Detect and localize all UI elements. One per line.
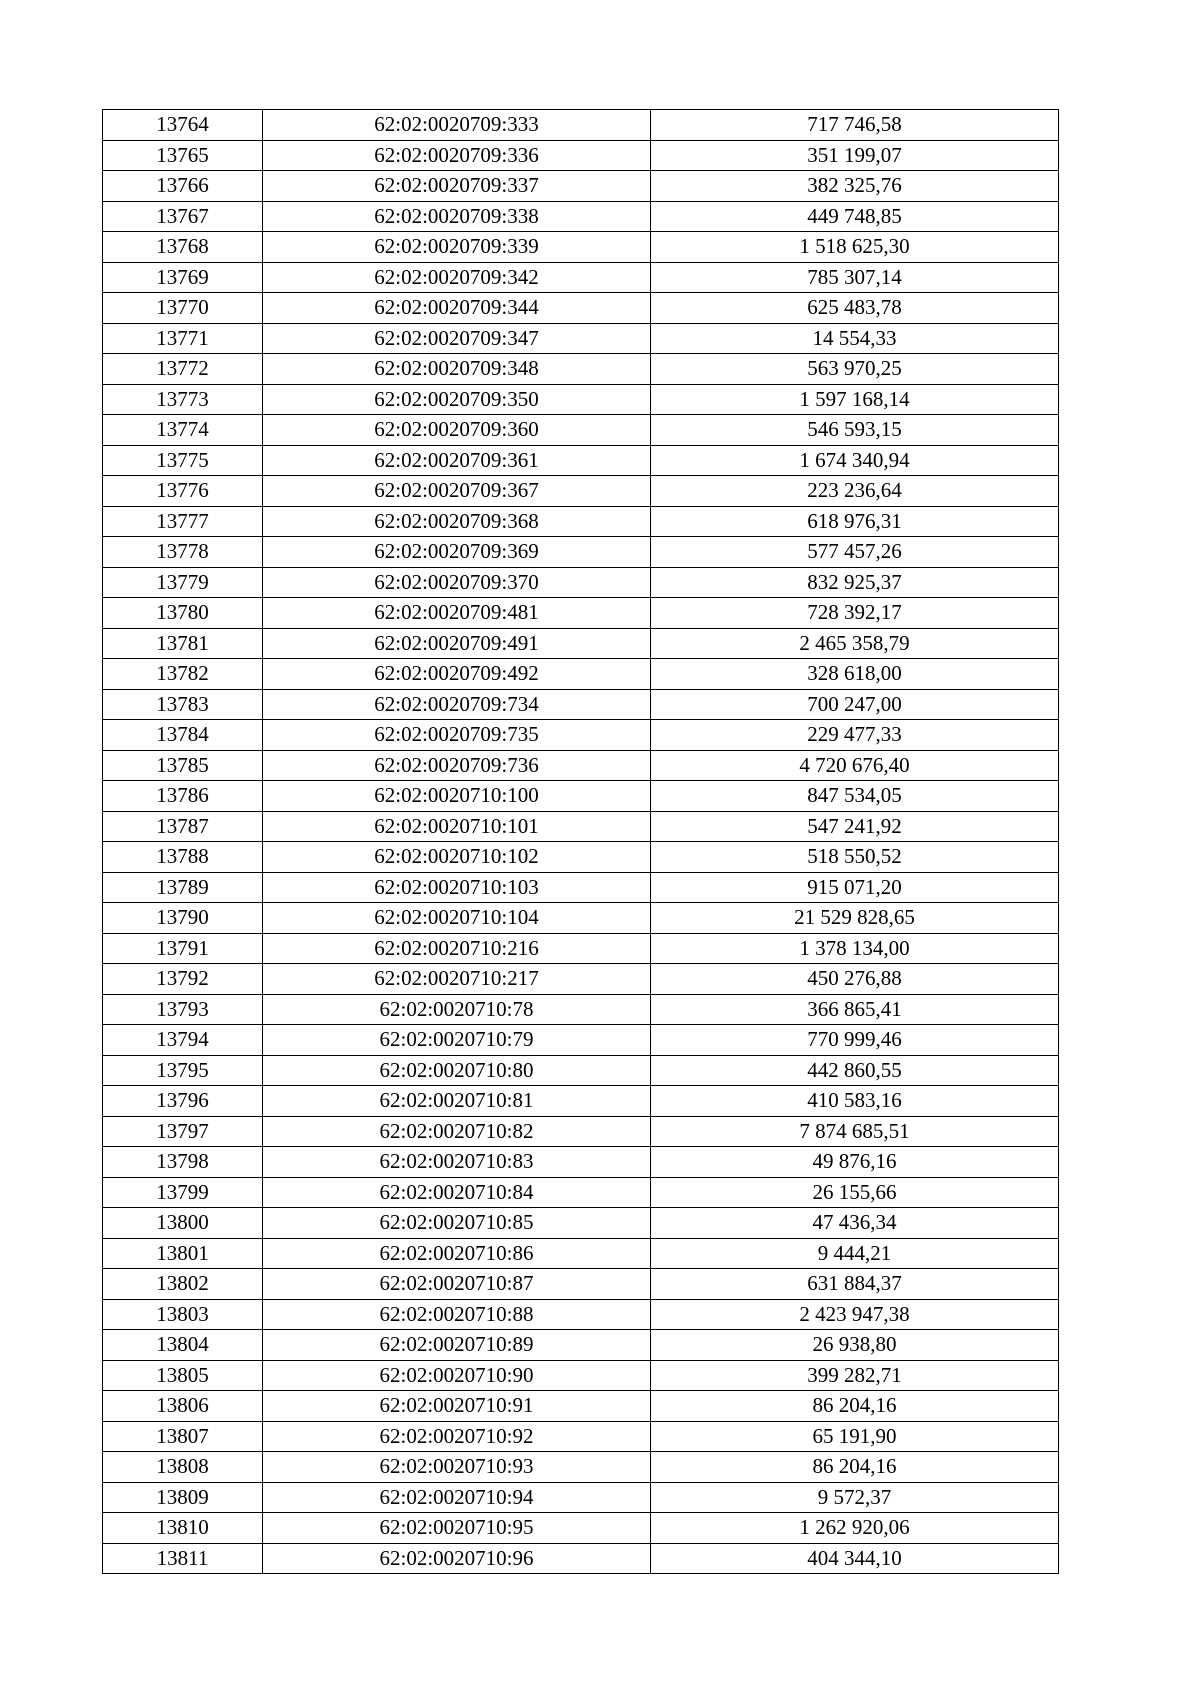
cadastral-number-cell: 62:02:0020710:90 [263, 1360, 651, 1391]
table-row [103, 1513, 1059, 1544]
value-cell: 47 436,34 [651, 1208, 1059, 1239]
row-number-cell: 13781 [103, 628, 263, 659]
table-row [103, 445, 1059, 476]
row-number-cell: 13767 [103, 201, 263, 232]
cadastral-number-cell: 62:02:0020710:101 [263, 811, 651, 842]
cadastral-number-cell: 62:02:0020710:88 [263, 1299, 651, 1330]
row-number-cell: 13811 [103, 1543, 263, 1574]
row-number-cell: 13771 [103, 323, 263, 354]
table-row [103, 781, 1059, 812]
table-row [103, 933, 1059, 964]
cadastral-number-cell: 62:02:0020709:344 [263, 293, 651, 324]
table-row [103, 1391, 1059, 1422]
value-cell: 631 884,37 [651, 1269, 1059, 1300]
value-cell: 915 071,20 [651, 872, 1059, 903]
row-number-cell: 13789 [103, 872, 263, 903]
cadastral-number-cell: 62:02:0020709:370 [263, 567, 651, 598]
row-number-cell: 13798 [103, 1147, 263, 1178]
cadastral-number-cell: 62:02:0020710:89 [263, 1330, 651, 1361]
table-row [103, 232, 1059, 263]
cadastral-number-cell: 62:02:0020709:360 [263, 415, 651, 446]
table-row [103, 1147, 1059, 1178]
table-row [103, 720, 1059, 751]
value-cell: 14 554,33 [651, 323, 1059, 354]
cadastral-number-cell: 62:02:0020710:82 [263, 1116, 651, 1147]
table-row [103, 171, 1059, 202]
cadastral-number-cell: 62:02:0020710:78 [263, 994, 651, 1025]
cadastral-number-cell: 62:02:0020709:337 [263, 171, 651, 202]
cadastral-number-cell: 62:02:0020710:86 [263, 1238, 651, 1269]
table-row [103, 1330, 1059, 1361]
value-cell: 1 674 340,94 [651, 445, 1059, 476]
table-row [103, 384, 1059, 415]
cadastral-number-cell: 62:02:0020710:104 [263, 903, 651, 934]
value-cell: 832 925,37 [651, 567, 1059, 598]
row-number-cell: 13806 [103, 1391, 263, 1422]
cadastral-number-cell: 62:02:0020710:79 [263, 1025, 651, 1056]
row-number-cell: 13783 [103, 689, 263, 720]
table-row [103, 1177, 1059, 1208]
value-cell: 9 444,21 [651, 1238, 1059, 1269]
table-row [103, 140, 1059, 171]
value-cell: 546 593,15 [651, 415, 1059, 446]
cadastral-number-cell: 62:02:0020710:96 [263, 1543, 651, 1574]
value-cell: 2 465 358,79 [651, 628, 1059, 659]
row-number-cell: 13772 [103, 354, 263, 385]
cadastral-number-cell: 62:02:0020709:338 [263, 201, 651, 232]
cadastral-number-cell: 62:02:0020709:369 [263, 537, 651, 568]
cadastral-number-cell: 62:02:0020710:91 [263, 1391, 651, 1422]
table-row [103, 903, 1059, 934]
cadastral-number-cell: 62:02:0020710:85 [263, 1208, 651, 1239]
row-number-cell: 13782 [103, 659, 263, 690]
row-number-cell: 13787 [103, 811, 263, 842]
cadastral-number-cell: 62:02:0020709:736 [263, 750, 651, 781]
row-number-cell: 13775 [103, 445, 263, 476]
value-cell: 700 247,00 [651, 689, 1059, 720]
value-cell: 518 550,52 [651, 842, 1059, 873]
cadastral-number-cell: 62:02:0020709:361 [263, 445, 651, 476]
value-cell: 229 477,33 [651, 720, 1059, 751]
row-number-cell: 13785 [103, 750, 263, 781]
cadastral-number-cell: 62:02:0020709:336 [263, 140, 651, 171]
cadastral-number-cell: 62:02:0020710:92 [263, 1421, 651, 1452]
cadastral-number-cell: 62:02:0020709:492 [263, 659, 651, 690]
cadastral-number-cell: 62:02:0020709:735 [263, 720, 651, 751]
table-row [103, 1543, 1059, 1574]
cadastral-number-cell: 62:02:0020710:81 [263, 1086, 651, 1117]
value-cell: 26 155,66 [651, 1177, 1059, 1208]
value-cell: 328 618,00 [651, 659, 1059, 690]
table-row [103, 415, 1059, 446]
cadastral-number-cell: 62:02:0020709:367 [263, 476, 651, 507]
table-row [103, 567, 1059, 598]
value-cell: 770 999,46 [651, 1025, 1059, 1056]
row-number-cell: 13796 [103, 1086, 263, 1117]
cadastral-number-cell: 62:02:0020709:347 [263, 323, 651, 354]
row-number-cell: 13804 [103, 1330, 263, 1361]
cadastral-number-cell: 62:02:0020710:102 [263, 842, 651, 873]
row-number-cell: 13803 [103, 1299, 263, 1330]
cadastral-number-cell: 62:02:0020709:333 [263, 110, 651, 141]
row-number-cell: 13807 [103, 1421, 263, 1452]
row-number-cell: 13790 [103, 903, 263, 934]
table-row [103, 1238, 1059, 1269]
value-cell: 442 860,55 [651, 1055, 1059, 1086]
table-row [103, 964, 1059, 995]
value-cell: 21 529 828,65 [651, 903, 1059, 934]
cadastral-number-cell: 62:02:0020709:368 [263, 506, 651, 537]
cadastral-number-cell: 62:02:0020709:481 [263, 598, 651, 629]
table-row [103, 842, 1059, 873]
value-cell: 410 583,16 [651, 1086, 1059, 1117]
row-number-cell: 13788 [103, 842, 263, 873]
cadastral-number-cell: 62:02:0020709:491 [263, 628, 651, 659]
value-cell: 86 204,16 [651, 1391, 1059, 1422]
value-cell: 4 720 676,40 [651, 750, 1059, 781]
value-cell: 382 325,76 [651, 171, 1059, 202]
value-cell: 450 276,88 [651, 964, 1059, 995]
cadastral-number-cell: 62:02:0020710:83 [263, 1147, 651, 1178]
table-row [103, 1421, 1059, 1452]
table-row [103, 628, 1059, 659]
row-number-cell: 13791 [103, 933, 263, 964]
row-number-cell: 13773 [103, 384, 263, 415]
row-number-cell: 13810 [103, 1513, 263, 1544]
table-row [103, 1208, 1059, 1239]
table-row [103, 598, 1059, 629]
row-number-cell: 13769 [103, 262, 263, 293]
table-row [103, 354, 1059, 385]
value-cell: 404 344,10 [651, 1543, 1059, 1574]
value-cell: 26 938,80 [651, 1330, 1059, 1361]
value-cell: 366 865,41 [651, 994, 1059, 1025]
row-number-cell: 13766 [103, 171, 263, 202]
table-row [103, 537, 1059, 568]
value-cell: 717 746,58 [651, 110, 1059, 141]
table-row [103, 1452, 1059, 1483]
value-cell: 625 483,78 [651, 293, 1059, 324]
row-number-cell: 13800 [103, 1208, 263, 1239]
value-cell: 1 597 168,14 [651, 384, 1059, 415]
table-row [103, 994, 1059, 1025]
cadastral-number-cell: 62:02:0020710:80 [263, 1055, 651, 1086]
cadastral-number-cell: 62:02:0020710:216 [263, 933, 651, 964]
table-row [103, 659, 1059, 690]
value-cell: 223 236,64 [651, 476, 1059, 507]
row-number-cell: 13786 [103, 781, 263, 812]
cadastral-number-cell: 62:02:0020710:95 [263, 1513, 651, 1544]
table-row [103, 1055, 1059, 1086]
row-number-cell: 13801 [103, 1238, 263, 1269]
row-number-cell: 13774 [103, 415, 263, 446]
row-number-cell: 13799 [103, 1177, 263, 1208]
table-row [103, 750, 1059, 781]
cadastral-number-cell: 62:02:0020710:93 [263, 1452, 651, 1483]
row-number-cell: 13793 [103, 994, 263, 1025]
table-row [103, 323, 1059, 354]
table-body [103, 110, 1059, 1574]
table-row [103, 262, 1059, 293]
cadastral-number-cell: 62:02:0020710:217 [263, 964, 651, 995]
table-row [103, 872, 1059, 903]
table-row [103, 506, 1059, 537]
cadastral-number-cell: 62:02:0020709:350 [263, 384, 651, 415]
row-number-cell: 13797 [103, 1116, 263, 1147]
row-number-cell: 13768 [103, 232, 263, 263]
value-cell: 728 392,17 [651, 598, 1059, 629]
cadastral-number-cell: 62:02:0020710:100 [263, 781, 651, 812]
row-number-cell: 13770 [103, 293, 263, 324]
value-cell: 399 282,71 [651, 1360, 1059, 1391]
value-cell: 9 572,37 [651, 1482, 1059, 1513]
row-number-cell: 13780 [103, 598, 263, 629]
row-number-cell: 13795 [103, 1055, 263, 1086]
table-row [103, 1299, 1059, 1330]
value-cell: 547 241,92 [651, 811, 1059, 842]
table-row [103, 1360, 1059, 1391]
row-number-cell: 13776 [103, 476, 263, 507]
value-cell: 577 457,26 [651, 537, 1059, 568]
cadastral-number-cell: 62:02:0020709:348 [263, 354, 651, 385]
cadastral-number-cell: 62:02:0020709:342 [263, 262, 651, 293]
value-cell: 563 970,25 [651, 354, 1059, 385]
row-number-cell: 13765 [103, 140, 263, 171]
value-cell: 65 191,90 [651, 1421, 1059, 1452]
row-number-cell: 13764 [103, 110, 263, 141]
table-row [103, 1482, 1059, 1513]
table-row [103, 811, 1059, 842]
value-cell: 7 874 685,51 [651, 1116, 1059, 1147]
table-row [103, 1025, 1059, 1056]
row-number-cell: 13778 [103, 537, 263, 568]
row-number-cell: 13802 [103, 1269, 263, 1300]
row-number-cell: 13792 [103, 964, 263, 995]
table-row [103, 293, 1059, 324]
table-row [103, 1086, 1059, 1117]
table-row [103, 1116, 1059, 1147]
row-number-cell: 13809 [103, 1482, 263, 1513]
value-cell: 1 378 134,00 [651, 933, 1059, 964]
value-cell: 2 423 947,38 [651, 1299, 1059, 1330]
cadastral-number-cell: 62:02:0020710:84 [263, 1177, 651, 1208]
row-number-cell: 13794 [103, 1025, 263, 1056]
value-cell: 449 748,85 [651, 201, 1059, 232]
table-row [103, 689, 1059, 720]
row-number-cell: 13777 [103, 506, 263, 537]
cadastral-number-cell: 62:02:0020710:103 [263, 872, 651, 903]
table-row [103, 110, 1059, 141]
value-cell: 1 262 920,06 [651, 1513, 1059, 1544]
row-number-cell: 13779 [103, 567, 263, 598]
cadastral-number-cell: 62:02:0020709:339 [263, 232, 651, 263]
table-row [103, 476, 1059, 507]
value-cell: 785 307,14 [651, 262, 1059, 293]
value-cell: 1 518 625,30 [651, 232, 1059, 263]
table-row [103, 1269, 1059, 1300]
value-cell: 847 534,05 [651, 781, 1059, 812]
row-number-cell: 13805 [103, 1360, 263, 1391]
table-row [103, 201, 1059, 232]
value-cell: 618 976,31 [651, 506, 1059, 537]
row-number-cell: 13808 [103, 1452, 263, 1483]
cadastral-number-cell: 62:02:0020710:87 [263, 1269, 651, 1300]
value-cell: 49 876,16 [651, 1147, 1059, 1178]
cadastral-number-cell: 62:02:0020710:94 [263, 1482, 651, 1513]
cadastral-number-cell: 62:02:0020709:734 [263, 689, 651, 720]
cadastral-value-table [102, 109, 1059, 1574]
value-cell: 86 204,16 [651, 1452, 1059, 1483]
row-number-cell: 13784 [103, 720, 263, 751]
value-cell: 351 199,07 [651, 140, 1059, 171]
